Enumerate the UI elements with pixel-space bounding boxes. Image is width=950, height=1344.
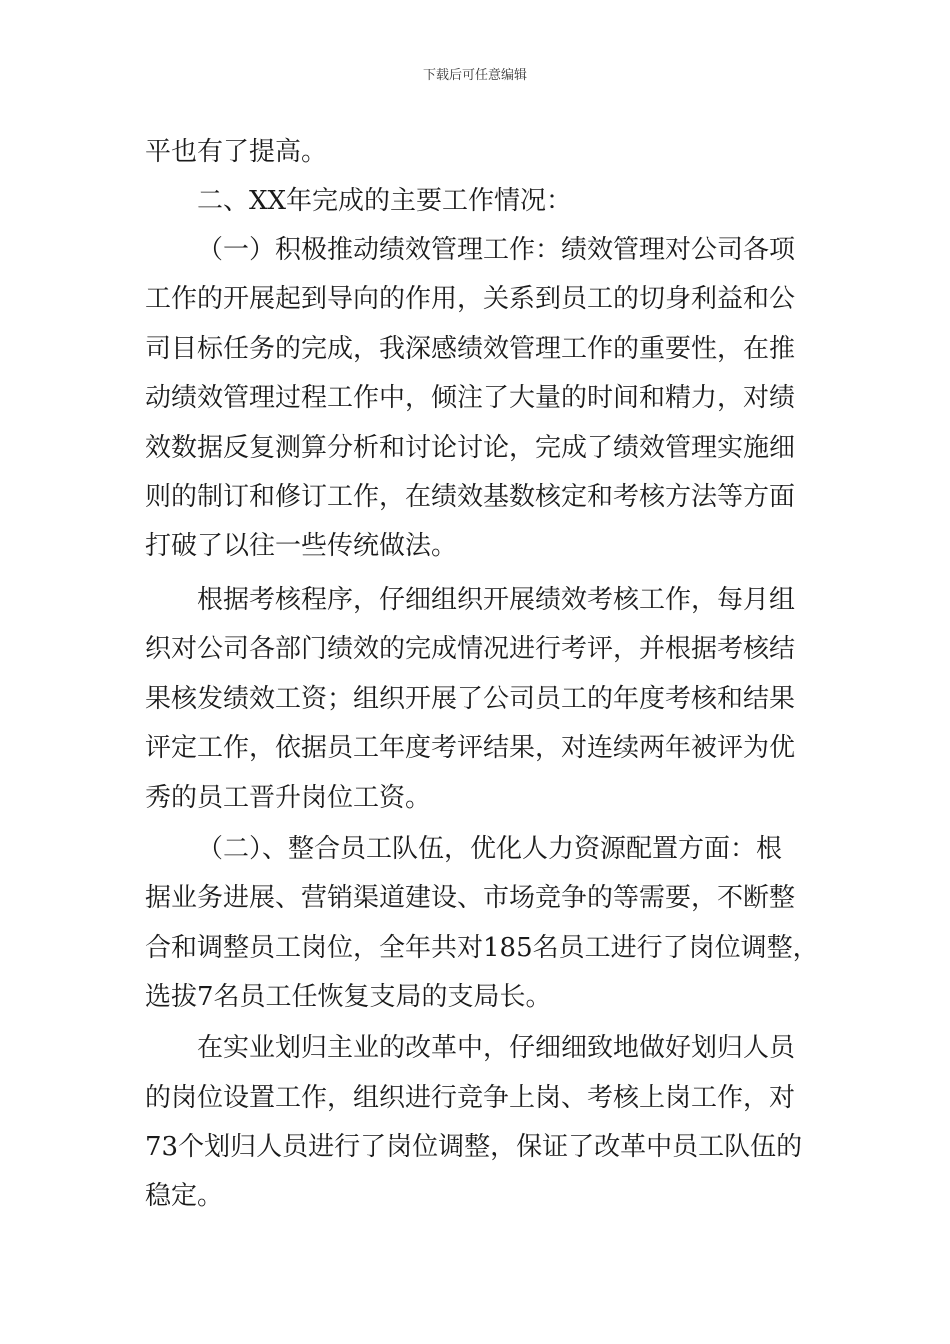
- text-line: 秀的员工晋升岗位工资。: [145, 783, 432, 813]
- text-line: 二、XX年完成的主要工作情况：: [197, 186, 573, 216]
- text-line: 据业务进展、营销渠道建设、市场竞争的等需要，不断整: [145, 883, 796, 913]
- text-line: 动绩效管理过程工作中，倾注了大量的时间和精力，对绩: [145, 383, 796, 413]
- text-line: 稳定。: [145, 1181, 224, 1211]
- text-line: 在实业划归主业的改革中，仔细细致地做好划归人员: [197, 1033, 796, 1063]
- text-line: 评定工作，依据员工年度考评结果，对连续两年被评为优: [145, 733, 796, 763]
- text-line: 则的制订和修订工作，在绩效基数核定和考核方法等方面: [145, 482, 796, 512]
- text-line: （二）、整合员工队伍，优化人力资源配置方面：根: [197, 834, 783, 864]
- text-line: 效数据反复测算分析和讨论讨论，完成了绩效管理实施细: [145, 433, 796, 463]
- text-line: 织对公司各部门绩效的完成情况进行考评，并根据考核结: [145, 634, 796, 664]
- text-line: 根据考核程序，仔细组织开展绩效考核工作，每月组: [197, 585, 796, 615]
- text-line: 73个划归人员进行了岗位调整，保证了改革中员工队伍的: [145, 1132, 803, 1162]
- text-line: 选拔7名员工任恢复支局的支局长。: [145, 982, 552, 1012]
- text-line: 果核发绩效工资；组织开展了公司员工的年度考核和结果: [145, 684, 796, 714]
- text-line: 平也有了提高。: [145, 137, 328, 167]
- text-line: 合和调整员工岗位，全年共对185名员工进行了岗位调整，: [145, 933, 819, 963]
- text-line: 打破了以往一些传统做法。: [145, 531, 458, 561]
- page-header: 下载后可任意编辑: [422, 68, 527, 83]
- text-line: 工作的开展起到导向的作用，关系到员工的切身利益和公: [145, 284, 796, 314]
- text-line: 司目标任务的完成，我深感绩效管理工作的重要性，在推: [145, 334, 796, 364]
- text-line: 的岗位设置工作，组织进行竞争上岗、考核上岗工作，对: [145, 1083, 796, 1113]
- text-line: （一）积极推动绩效管理工作：绩效管理对公司各项: [197, 235, 796, 265]
